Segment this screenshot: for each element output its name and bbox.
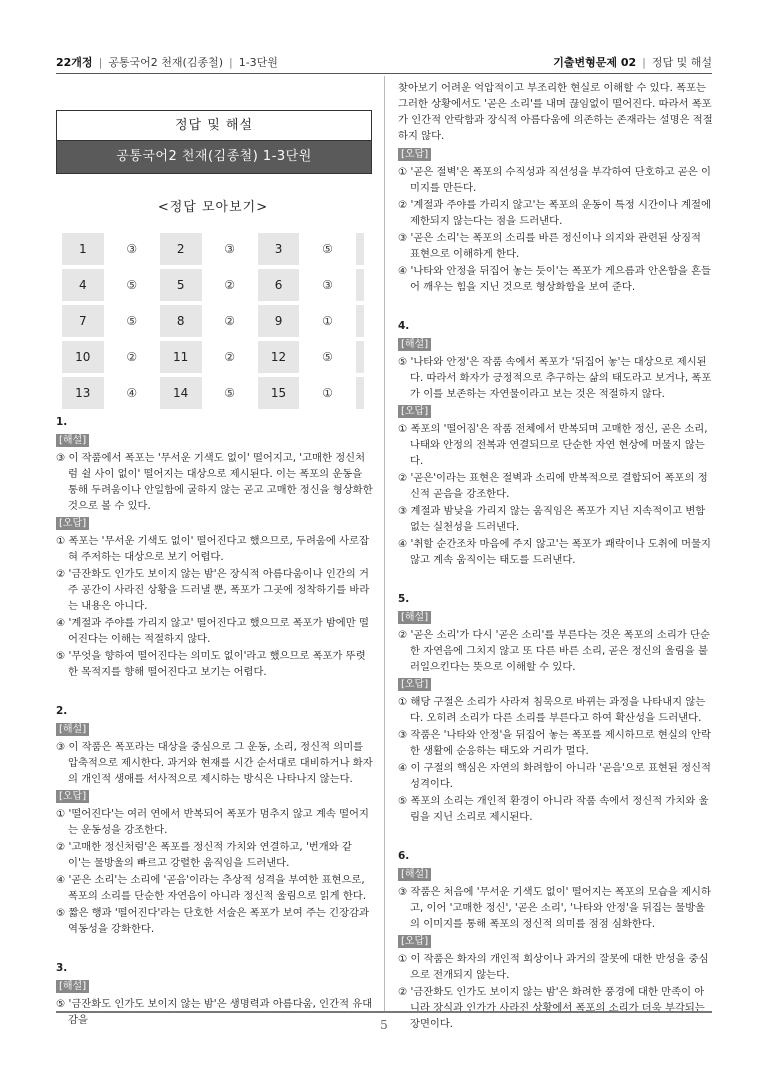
answer-row-end [356,339,364,375]
answer-row [62,233,364,267]
answer-row-end [356,303,364,339]
answer-choice: ⑤ [104,303,160,339]
explanation-text: ③ 이 작품은 폭포라는 대상을 중심으로 그 운동, 소리, 정신적 의미를 압축적으로 제시한다. 과거와 현재를 시간 순서대로 대비하거나 화자의 개인적 생애를 서사적으로 제시하는 방식은 나타나지 않는다. [56,741,373,785]
haeseol-tag: [해설] [56,723,89,736]
footer-rule [56,1011,712,1013]
odap-item: ⑤ 짧은 행과 '떨어진다'라는 단호한 서술은 폭포가 보여 주는 긴장감과 역동성을 강화한다. [56,907,369,935]
question-number: 2. [56,705,68,717]
answer-choice: ③ [202,233,258,267]
odap-tag: [오답] [398,148,431,161]
header-sep: | [229,56,233,69]
answer-choice: ⑤ [299,233,355,267]
answer-choice: ⑤ [299,339,355,375]
odap-item: ⑤ 폭포의 소리는 개인적 환경이 아니라 작품 속에서 정신적 가치와 울림을 지닌 소리로 제시된다. [398,795,709,823]
answer-question-number: 4 [62,267,104,303]
header-textbook: 공통국어2 천재(김종철) [108,56,223,69]
answer-question-number: 12 [258,339,300,375]
odap-item: ④ '계절과 주야를 가리지 않고' 떨어진다고 했으므로 폭포가 밤에만 떨어진다는 이해는 적절하지 않다. [56,617,369,645]
header-rule [56,73,712,74]
answer-question-number: 2 [160,233,202,267]
odap-item: ⑤ '무엇을 향하여 떨어진다는 의미도 없이'라고 했으므로 폭포가 뚜렷한 목적지를 향해 떨어진다고 보기는 어렵다. [56,650,366,678]
answer-question-number: 1 [62,233,104,267]
answer-choice: ⑤ [104,267,160,303]
odap-tag: [오답] [56,517,89,530]
right-column [398,80,714,1033]
odap-item: ① 이 작품은 화자의 개인적 회상이나 과거의 잘못에 대한 반성을 중심으로 전개되지 않는다. [398,953,709,981]
question-number: 6. [398,850,410,862]
haeseol-tag: [해설] [398,611,431,624]
page-header [56,52,712,72]
odap-item: ② '고매한 정신처럼'은 폭포를 정신적 가치와 연결하고, '번개와 같이'는 물방울의 빠르고 강렬한 움직임을 드러낸다. [56,841,352,869]
answer-choice: ② [202,339,258,375]
page-number: 5 [380,1018,388,1032]
title-line-2: 공통국어2 천재(김종철) 1-3단원 [57,140,371,173]
odap-item: ③ 작품은 '나타와 안정'을 뒤집어 놓는 폭포를 제시하므로 현실의 안락한 생활에 순응하는 태도와 거리가 멀다. [398,729,711,757]
odap-item: ③ 계절과 밤낮을 가리지 않는 움직임은 폭포가 지닌 지속적이고 변함없는 실천성을 드러낸다. [398,505,706,533]
odap-item: ② '금잔화도 인가도 보이지 않는 밤'은 장식적 아름다움이나 인간의 거주 공간이 사라진 상황을 드러낼 뿐, 폭포가 그곳에 정착하기를 바라는 내용은 아니다. [56,568,370,612]
answer-choice: ④ [104,375,160,411]
title-line-1: 정답 및 해설 [174,118,254,133]
header-units: 1-3단원 [238,56,278,69]
question-number: 1. [56,416,68,428]
haeseol-tag: [해설] [398,868,431,881]
answer-row-end [356,233,364,267]
answer-question-number: 14 [160,375,202,411]
header-edition: 22개정 [56,56,93,69]
odap-list [398,421,714,568]
question-number: 4. [398,320,410,332]
answer-question-number: 5 [160,267,202,303]
answer-question-number: 9 [258,303,300,339]
answer-choice: ② [104,339,160,375]
header-left [56,54,278,70]
answer-choice: ③ [104,233,160,267]
odap-item: ② '계절과 주야를 가리지 않고'는 폭포의 운동이 특정 시간이나 계절에 제한되지 않는다는 점을 드러낸다. [398,199,711,227]
answer-row [62,375,364,411]
odap-item: ④ 이 구절의 핵심은 자연의 화려함이 아니라 '곧음'으로 표현된 정신적 성격이다. [398,762,711,790]
odap-item: ① 해당 구절은 소리가 사라져 침묵으로 바뀌는 과정을 나타내지 않는다. 오히려 소리가 다른 소리를 부른다고 하여 확산성을 드러낸다. [398,696,706,724]
left-column [56,414,374,1029]
odap-item: ① '떨어진다'는 여러 연에서 반복되어 폭포가 멈추지 않고 계속 떨어지는 운동성을 강조한다. [56,808,369,836]
odap-list [56,806,374,937]
question-number: 5. [398,593,410,605]
odap-list [398,694,714,825]
answer-choice: ⑤ [202,375,258,411]
odap-item: ④ '취할 순간조차 마음에 주지 않고'는 폭포가 쾌락이나 도취에 머물지 않고 계속 움직이는 태도를 드러낸다. [398,538,711,566]
header-sep: | [98,56,103,69]
question-number: 3. [56,962,68,974]
explanation-text: ③ 이 작품에서 폭포는 '무서운 기색도 없이' 떨어지고, '고매한 정신처럼 쉴 사이 없이' 떨어지는 대상으로 제시된다. 이는 폭포의 운동을 통해 두려움이나 안일함에 굴하지 않는 곧고 고매한 정신을 형상화한 것으로 볼 수 있다. [56,452,373,512]
odap-item: ④ '나타와 안정을 뒤집어 놓는 듯이'는 폭포가 게으름과 안온함을 흔들어 깨우는 힘을 지닌 것으로 형상화함을 보여 준다. [398,265,711,293]
answer-question-number: 10 [62,339,104,375]
odap-list [398,164,714,295]
answer-row-end [356,375,364,411]
header-exam-title: 기출변형문제 02 [553,56,637,69]
odap-item: ① 폭포는 '무서운 기색도 없이' 떨어진다고 했으므로, 두려움에 사로잡혀 주저하는 대상으로 보기 어렵다. [56,535,369,563]
haeseol-tag: [해설] [56,434,89,447]
answer-row [62,339,364,375]
answer-question-number: 8 [160,303,202,339]
header-right [553,54,712,70]
explanation-text-continued: 찾아보기 어려운 억압적이고 부조리한 현실로 이해할 수 있다. 폭포는 그러한 상황에서도 '곧은 소리'를 내며 끊임없이 떨어진다. 따라서 폭포가 인간적 안락함과 장식적 아름다움에 의존하는 존재라는 설명은 적절하지 않다. [398,82,713,142]
answer-question-number: 7 [62,303,104,339]
answer-row [62,267,364,303]
answer-row-end [356,267,364,303]
odap-item: ① '곧은 절벽'은 폭포의 수직성과 직선성을 부각하여 단호하고 곧은 이미지를 만든다. [398,166,711,194]
answer-choice: ① [299,303,355,339]
odap-tag: [오답] [398,678,431,691]
answer-question-number: 13 [62,375,104,411]
odap-item: ② '금잔화도 인가도 보이지 않는 밤'은 화려한 풍경에 대한 만족이 아니라 장식과 인가가 사라진 상황에서 폭포의 소리가 더욱 부각되는 장면이다. [398,986,705,1030]
header-sep: | [642,56,646,69]
answer-choice: ② [202,303,258,339]
odap-item: ④ '곧은 소리'는 소리에 '곧음'이라는 추상적 성격을 부여한 표현으로, 폭포의 소리를 단순한 자연음이 아니라 정신적 울림으로 읽게 한다. [56,874,367,902]
explanation-text: ② '곧은 소리'가 다시 '곧은 소리'를 부른다는 것은 폭포의 소리가 단순한 자연음에 그치지 않고 또 다른 바른 소리, 곧은 정신의 울림을 불러일으킨다는 뜻으로 이해할 수 있다. [398,629,710,673]
answer-question-number: 11 [160,339,202,375]
title-box [56,110,372,174]
haeseol-tag: [해설] [56,980,89,993]
answer-choice: ② [202,267,258,303]
odap-tag: [오답] [398,935,431,948]
column-divider [384,76,385,1011]
odap-list [56,533,374,680]
answer-question-number: 6 [258,267,300,303]
explanation-text: ⑤ '금잔화도 인가도 보이지 않는 밤'은 생명력과 아름다움, 인간적 유대감을 [56,998,373,1026]
answer-row [62,303,364,339]
answer-question-number: 3 [258,233,300,267]
quick-answers-title: <정답 모아보기> [157,200,269,215]
odap-item: ① 폭포의 '떨어짐'은 작품 전체에서 반복되며 고매한 정신, 곧은 소리, 나태와 안정의 전복과 연결되므로 단순한 자연 현상에 머물지 않는다. [398,423,708,467]
answer-table [62,233,364,413]
odap-tag: [오답] [56,790,89,803]
answer-question-number: 15 [258,375,300,411]
haeseol-tag: [해설] [398,338,431,351]
odap-tag: [오답] [398,405,431,418]
header-section: 정답 및 해설 [651,56,712,69]
answer-choice: ③ [299,267,355,303]
answer-choice: ① [299,375,355,411]
odap-item: ③ '곧은 소리'는 폭포의 소리를 바른 정신이나 의지와 관련된 상징적 표현으로 이해하게 한다. [398,232,701,260]
explanation-text: ⑤ '나타와 안정'은 작품 속에서 폭포가 '뒤집어 놓'는 대상으로 제시된다. 따라서 화자가 긍정적으로 추구하는 삶의 태도라고 보거나, 폭포가 이를 보존하는 자연물이라고 보는 것은 적절하지 않다. [398,356,712,400]
odap-item: ② '곧은'이라는 표현은 절벽과 소리에 반복적으로 결합되어 폭포의 정신적 곧음을 강조한다. [398,472,708,500]
explanation-text: ③ 작품은 처음에 '무서운 기색도 없이' 떨어지는 폭포의 모습을 제시하고, 이어 '고매한 정신', '곧은 소리', '나타와 안정'을 뒤집는 물방울의 이미지를 통해 폭포의 정신적 의미를 점점 심화한다. [398,886,711,930]
